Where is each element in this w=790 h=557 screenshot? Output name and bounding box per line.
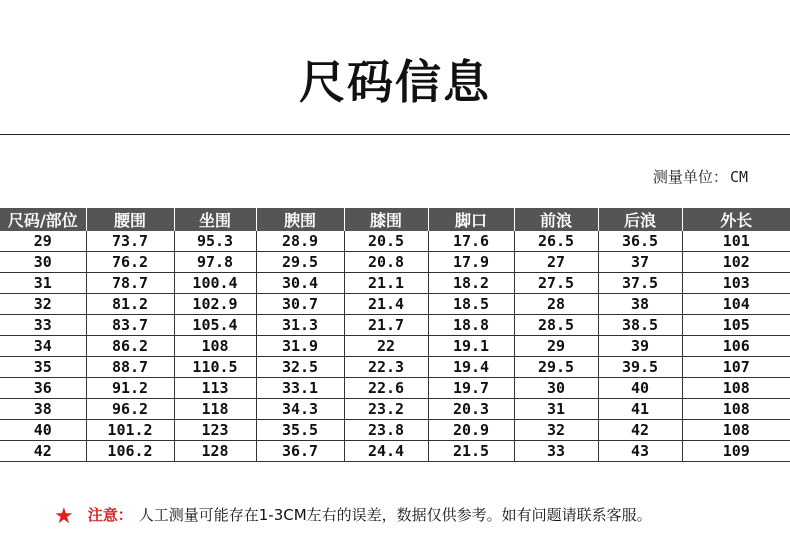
measurement-cell: 35.5 [256,420,344,441]
measurement-cell: 86.2 [86,336,174,357]
table-row [0,252,790,273]
measurement-cell: 76.2 [86,252,174,273]
size-cell: 31 [0,273,86,294]
measurement-cell: 22 [344,336,428,357]
measurement-cell: 33.1 [256,378,344,399]
table-row [0,294,790,315]
measurement-cell: 26.5 [514,231,598,252]
size-cell: 42 [0,441,86,462]
measurement-cell: 81.2 [86,294,174,315]
measurement-cell: 32 [514,420,598,441]
table-header-row [0,208,790,231]
measurement-cell: 30 [514,378,598,399]
table-row [0,399,790,420]
measurement-cell: 30.7 [256,294,344,315]
table-row [0,441,790,462]
size-cell: 40 [0,420,86,441]
measurement-cell: 27.5 [514,273,598,294]
table-row [0,336,790,357]
table-row [0,273,790,294]
table-row [0,378,790,399]
measurement-cell: 19.7 [428,378,514,399]
measurement-cell: 28.5 [514,315,598,336]
measurement-cell: 24.4 [344,441,428,462]
unit-label: 测量单位： [652,168,728,186]
size-table [0,208,790,462]
measurement-cell: 23.8 [344,420,428,441]
column-header: 腴围 [256,208,344,231]
table-row [0,420,790,441]
measurement-cell: 102.9 [174,294,256,315]
measurement-cell: 22.6 [344,378,428,399]
measurement-cell: 17.6 [428,231,514,252]
size-cell: 29 [0,231,86,252]
column-header: 前浪 [514,208,598,231]
measurement-cell: 78.7 [86,273,174,294]
measurement-cell: 18.2 [428,273,514,294]
measurement-cell: 106.2 [86,441,174,462]
measurement-cell: 20.9 [428,420,514,441]
table-row [0,231,790,252]
table-body [0,231,790,462]
measurement-cell: 109 [682,441,790,462]
measurement-cell: 21.1 [344,273,428,294]
measurement-cell: 36.7 [256,441,344,462]
measurement-cell: 40 [598,378,682,399]
size-cell: 30 [0,252,86,273]
measurement-cell: 28 [514,294,598,315]
measurement-cell: 102 [682,252,790,273]
table-row [0,357,790,378]
column-header: 腰围 [86,208,174,231]
size-cell: 38 [0,399,86,420]
measurement-cell: 43 [598,441,682,462]
measurement-cell: 27 [514,252,598,273]
star-icon: ★ [54,504,74,529]
measurement-cell: 101.2 [86,420,174,441]
measurement-cell: 20.5 [344,231,428,252]
measurement-cell: 32.5 [256,357,344,378]
measurement-cell: 37 [598,252,682,273]
measurement-cell: 37.5 [598,273,682,294]
measurement-cell: 28.9 [256,231,344,252]
measurement-cell: 105.4 [174,315,256,336]
size-cell: 32 [0,294,86,315]
measurement-cell: 108 [682,378,790,399]
column-header: 膝围 [344,208,428,231]
measurement-cell: 108 [682,420,790,441]
measurement-cell: 38.5 [598,315,682,336]
measurement-cell: 105 [682,315,790,336]
measurement-cell: 21.4 [344,294,428,315]
size-cell: 33 [0,315,86,336]
page-title: 尺码信息 [299,55,491,109]
measurement-cell: 100.4 [174,273,256,294]
measurement-cell: 31.3 [256,315,344,336]
measurement-note [54,504,652,529]
measurement-cell: 42 [598,420,682,441]
table-row [0,315,790,336]
column-header: 后浪 [598,208,682,231]
measurement-cell: 110.5 [174,357,256,378]
measurement-cell: 31 [514,399,598,420]
measurement-cell: 95.3 [174,231,256,252]
measurement-cell: 19.1 [428,336,514,357]
measurement-cell: 29.5 [514,357,598,378]
column-header: 尺码/部位 [0,208,86,231]
measurement-cell: 128 [174,441,256,462]
measurement-cell: 108 [682,399,790,420]
measurement-cell: 20.3 [428,399,514,420]
note-text: 人工测量可能存在1-3CM左右的误差，数据仅供参考。如有问题请联系客服。 [138,506,652,524]
measurement-cell: 31.9 [256,336,344,357]
measurement-cell: 34.3 [256,399,344,420]
size-cell: 35 [0,357,86,378]
column-header: 外长 [682,208,790,231]
measurement-cell: 104 [682,294,790,315]
measurement-cell: 18.8 [428,315,514,336]
measurement-cell: 22.3 [344,357,428,378]
measurement-cell: 39.5 [598,357,682,378]
measurement-cell: 83.7 [86,315,174,336]
measurement-cell: 29.5 [256,252,344,273]
measurement-cell: 30.4 [256,273,344,294]
measurement-cell: 41 [598,399,682,420]
measurement-cell: 88.7 [86,357,174,378]
measurement-cell: 19.4 [428,357,514,378]
measurement-cell: 118 [174,399,256,420]
measurement-cell: 108 [174,336,256,357]
size-cell: 34 [0,336,86,357]
size-cell: 36 [0,378,86,399]
column-header: 脚口 [428,208,514,231]
measurement-unit [653,166,748,187]
measurement-cell: 33 [514,441,598,462]
measurement-cell: 23.2 [344,399,428,420]
measurement-cell: 103 [682,273,790,294]
title-divider [0,134,790,135]
measurement-cell: 106 [682,336,790,357]
measurement-cell: 123 [174,420,256,441]
measurement-cell: 101 [682,231,790,252]
measurement-cell: 39 [598,336,682,357]
measurement-cell: 96.2 [86,399,174,420]
measurement-cell: 18.5 [428,294,514,315]
measurement-cell: 97.8 [174,252,256,273]
note-label: 注意： [87,506,133,524]
measurement-cell: 17.9 [428,252,514,273]
unit-value: CM [729,168,748,186]
measurement-cell: 91.2 [86,378,174,399]
measurement-cell: 107 [682,357,790,378]
measurement-cell: 113 [174,378,256,399]
measurement-cell: 73.7 [86,231,174,252]
measurement-cell: 21.5 [428,441,514,462]
measurement-cell: 21.7 [344,315,428,336]
measurement-cell: 29 [514,336,598,357]
measurement-cell: 38 [598,294,682,315]
column-header: 坐围 [174,208,256,231]
measurement-cell: 20.8 [344,252,428,273]
measurement-cell: 36.5 [598,231,682,252]
